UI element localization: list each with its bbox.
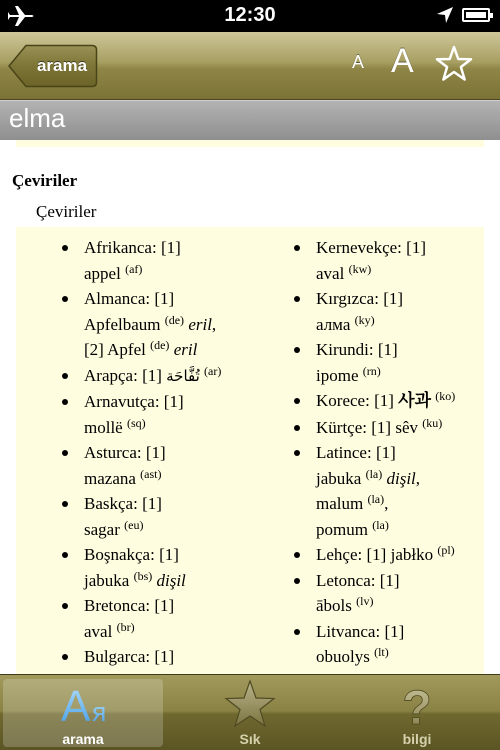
translations-right-column: [316, 235, 486, 670]
translation-item: Kernevekçe: [1] aval $^{(kw)}$: [316, 235, 486, 286]
language-code: (lt): [374, 645, 389, 659]
language-name: Korece: [316, 391, 366, 410]
language-code: (ky): [354, 312, 375, 327]
section-subheading: Çeviriler: [36, 202, 97, 221]
word-header: [0, 100, 500, 140]
translation-word[interactable]: mazana: [84, 468, 136, 488]
language-name: Latince: [316, 443, 367, 462]
increase-font-button[interactable]: A: [391, 42, 414, 80]
translation-item: Arnavutça: [1] mollë $^{(sq)}$: [84, 389, 280, 440]
sense-number: [1]: [154, 647, 175, 666]
sense-number: [1]: [145, 443, 166, 462]
word-title: elma: [9, 103, 66, 133]
language-code: (kw): [348, 261, 372, 276]
language-name: Letonca: [316, 570, 371, 590]
gender-label: dişil: [386, 468, 416, 488]
translation-item: Kürtçe: [1] sêv $^{(ku)}$: [316, 415, 486, 441]
question-icon: [337, 679, 497, 727]
language-code: (af): [125, 261, 143, 276]
tab-sik-label: Sık: [239, 731, 261, 747]
section-heading: Çeviriler: [12, 171, 78, 190]
translation-word[interactable]: алма: [316, 314, 351, 334]
translation-word[interactable]: mollë: [84, 417, 123, 437]
back-button[interactable]: [8, 44, 98, 88]
svg-text:я: я: [91, 698, 107, 727]
language-name: Boşnakça: [84, 545, 151, 564]
language-code: (ast): [140, 466, 162, 481]
favorite-star-icon[interactable]: [434, 44, 474, 84]
gender-label: eril: [188, 314, 212, 334]
tab-bar: [0, 674, 500, 750]
translation-item: Kırgızca: [1] алма $^{(ky)}$: [316, 286, 486, 337]
sense-number: [1]: [142, 365, 162, 385]
translation-word[interactable]: appel: [84, 263, 121, 283]
language-name: Kırgızca: [316, 289, 375, 308]
sense-number: [1]: [163, 392, 184, 411]
decrease-font-button[interactable]: A: [352, 52, 365, 72]
translation-word[interactable]: Apfel: [107, 340, 146, 359]
translation-word[interactable]: jabuka: [84, 570, 130, 590]
translation-item: Afrikanca: [1] appel $^{(af)}$: [84, 235, 280, 286]
language-code: (la): [372, 517, 389, 532]
sense-number: [1]: [154, 289, 175, 308]
sense-number: [1]: [406, 238, 426, 257]
language-code: (sq): [126, 415, 146, 430]
sense-number: [1]: [154, 596, 175, 615]
translation-word[interactable]: ipome: [316, 365, 359, 385]
sense-number: [2]: [84, 340, 104, 359]
translation-item: Litvanca: [1] obuolys $^{(lt)}$: [316, 619, 486, 670]
svg-text:?: ?: [402, 682, 432, 727]
sense-number: [1]: [366, 545, 387, 564]
translation-item: Almanca: [1] Apfelbaum $^{(de)}$ eril, [2] Apfel $^{(de)}$ eril: [84, 286, 280, 363]
translation-item: Kirundi: [1] ipome $^{(rn)}$: [316, 337, 486, 388]
language-name: Kernevekçe: [316, 238, 398, 257]
translations-left-column: [84, 235, 280, 670]
tab-bilgi-label: bilgi: [402, 731, 432, 747]
translation-item: Baskça: [1] sagar $^{(eu)}$: [84, 491, 280, 542]
language-name: Afrikanca: [84, 238, 152, 257]
language-code: (ar): [204, 363, 222, 378]
language-name: Baskça: [84, 494, 134, 513]
dictionary-icon: [3, 679, 163, 727]
translation-word[interactable]: jabuka: [316, 468, 362, 488]
gender-label: eril: [173, 340, 198, 359]
sense-number: [1]: [371, 417, 392, 437]
sense-number: [1]: [384, 621, 405, 641]
star-icon: [170, 679, 330, 727]
language-code: (de): [164, 312, 185, 327]
svg-text:A: A: [61, 682, 91, 727]
language-name: Bulgarca: [84, 647, 146, 666]
sense-number: [1]: [375, 443, 396, 462]
language-code: (rn): [362, 363, 381, 378]
translation-word[interactable]: ābols: [316, 596, 352, 615]
language-code: (pl): [437, 543, 455, 557]
language-code: (ko): [435, 389, 456, 403]
translation-word[interactable]: aval: [84, 621, 113, 641]
translation-item: Bulgarca: [1]: [84, 644, 280, 670]
language-name: Arnavutça: [84, 392, 155, 411]
tab-sik[interactable]: [170, 679, 330, 747]
sense-number: [1]: [379, 570, 400, 590]
sense-number: [1]: [159, 545, 179, 564]
translation-word[interactable]: obuolys: [316, 647, 370, 666]
location-icon: [436, 6, 454, 24]
language-code: (eu): [124, 517, 144, 532]
translation-item: Asturca: [1] mazana $^{(ast)}$: [84, 440, 280, 491]
translation-item: Arapça: [1] تُفَّاحَة $^{(ar)}$: [84, 363, 280, 390]
entry-content[interactable]: [0, 140, 500, 674]
tab-arama-label: arama: [62, 731, 104, 747]
language-code: (la): [367, 492, 385, 506]
translation-item: Korece: [1] 사과 $^{(ko)}$: [316, 388, 486, 415]
tab-bilgi[interactable]: [337, 679, 497, 747]
translation-word[interactable]: pomum: [316, 519, 368, 539]
translation-word[interactable]: sêv: [395, 417, 418, 437]
navigation-bar: [0, 32, 500, 100]
highlight-strip: [16, 140, 484, 147]
language-code: (de): [150, 338, 170, 352]
language-code: (la): [365, 466, 383, 481]
language-name: Kirundi: [316, 340, 369, 359]
language-code: (lv): [356, 594, 374, 608]
translation-word[interactable]: Apfelbaum: [84, 314, 161, 334]
language-name: Litvanca: [316, 621, 376, 641]
translation-item: Letonca: [1] ābols $^{(lv)}$: [316, 568, 486, 619]
language-name: Bretonca: [84, 596, 146, 615]
language-code: (ku): [422, 415, 443, 430]
sense-number: [1]: [383, 289, 404, 308]
translation-word[interactable]: jabłko: [390, 545, 434, 564]
language-name: Almanca: [84, 289, 146, 308]
status-bar: [0, 0, 500, 32]
sense-number: [1]: [374, 391, 394, 410]
translation-word[interactable]: تُفَّاحَة: [166, 366, 200, 385]
translation-word[interactable]: malum: [316, 494, 364, 513]
battery-icon: [462, 8, 490, 22]
gender-label: dişil: [156, 570, 186, 590]
tab-arama[interactable]: [3, 679, 163, 747]
language-name: Lehçe: [316, 545, 358, 564]
language-code: (bs): [133, 568, 153, 583]
translation-item: Bretonca: [1] aval $^{(br)}$: [84, 593, 280, 644]
translation-item: Latince: [1] jabuka $^{(la)}$ dişil, malum $^{(la)}$, pomum $^{(la)}$: [316, 440, 486, 542]
language-name: Kürtçe: [316, 417, 363, 437]
language-code: (br): [116, 619, 135, 634]
back-button-label: arama: [36, 56, 88, 75]
language-name: Asturca: [84, 443, 137, 462]
translation-item: Lehçe: [1] jabłko $^{(pl)}$: [316, 542, 486, 568]
translation-word[interactable]: 사과: [398, 391, 431, 411]
translation-item: Boşnakça: [1] jabuka $^{(bs)}$ dişil: [84, 542, 280, 593]
status-time: 12:30: [224, 4, 276, 26]
sense-number: [1]: [160, 238, 181, 257]
translation-word[interactable]: sagar: [84, 519, 120, 539]
sense-number: [1]: [377, 340, 398, 359]
language-name: Arapça: [84, 365, 134, 385]
sense-number: [1]: [142, 494, 162, 513]
translation-word[interactable]: aval: [316, 263, 345, 283]
